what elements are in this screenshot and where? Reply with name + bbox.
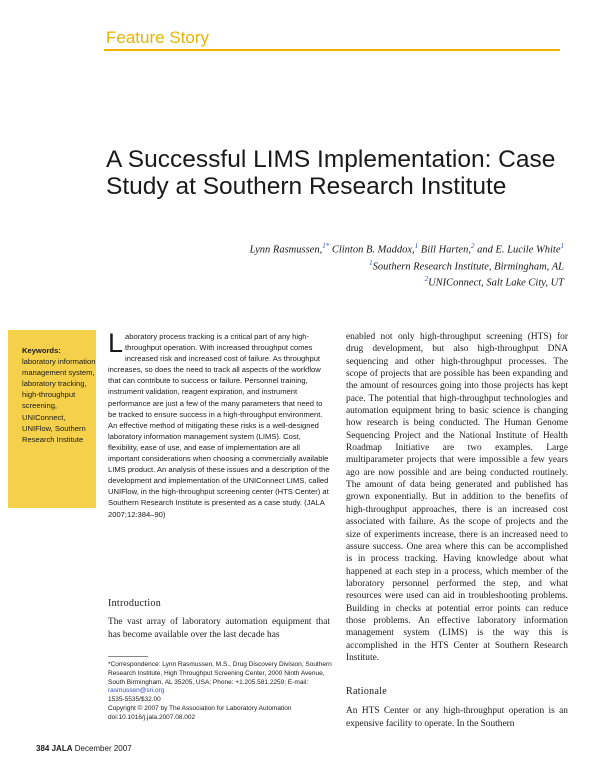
introduction-text: The vast array of laboratory automation equipment that has become available over the last decade has [108, 617, 330, 640]
article-title: A Successful LIMS Implementation: Case Study at Southern Research Institute [106, 146, 556, 200]
page-number: 384 [36, 744, 50, 753]
affiliation-name: Southern Research Institute, Birmingham, AL [372, 261, 564, 272]
abstract-text: aboratory process tracking is a critical part of any high-throughput operation. With increased throughput comes increased risk and increased cost of failure. As throughput increases, so does the need to track all aspects of the workflow that can contribute to success or failure. Personnel training, instrument validation, reagent expiration, and instrument performance are just a few of the many parameters that need to be tracked to ensure success in a high-throughput environment. An effective method of mitigating these risks is a well-designed laboratory information management system (LIMS). Cost, flexibility, ease of use, and ease of implementation are all important considerations when choosing a commercially available LIMS product. An analysis of these issues and a description of the development and implementation of the UNIConnect LIMS, called UNIFlow, in the high-throughput screening center (HTS Center) at Southern Research Institute is presented as a case study. (JALA 2007;12:384–90) [108, 332, 330, 519]
keywords-content [22, 345, 96, 445]
issn-line: 1535-5535/$32.00 [108, 696, 161, 704]
author-affiliation-mark: 2 [470, 242, 475, 250]
author-affiliation-mark: 1* [322, 242, 330, 250]
author-name: Lynn Rasmussen, [249, 244, 323, 256]
author-block [250, 240, 564, 290]
author-name: Clinton B. Maddox, [331, 244, 415, 256]
author-affiliation-mark: 1 [560, 242, 564, 250]
author-name: and E. Lucile White [477, 244, 561, 256]
author-name: Bill Harten, [420, 244, 471, 256]
doi-line: doi:10.1016/j.jala.2007.08.002 [108, 713, 196, 721]
author-affiliation-mark: 1 [414, 242, 419, 250]
abstract [108, 328, 330, 520]
affiliation-line [250, 257, 564, 274]
email-link[interactable]: rasmussen@sri.org [108, 687, 165, 695]
body-text-right-column: enabled not only high-throughput screening (HTS) for drug development, but also high-throughput DNA sequencing and other high-throughput processes. The scope of projects that are possible has been expanding and the amount of resources going into those projects has kept pace. The potential that high-throughput technologies and automation equipment bring to basic science is changing how research is being conducted. The Human Genome Sequencing Project and the National Institute of Health Roadmap Initiative are two examples. Large multiparameter projects that were impossible a few years ago are now possible and are being conducted routinely. The amount of data being generated and published has grown exponentially. But in addition to the benefits of high-throughput approaches, there is an increased cost associated with failure. As the scope of projects and the size of experiments increase, there is an increased need to assure success. One area where this can be accomplished is in process tracking. Having knowledge about what happened at each step in a process, which member of the laboratory personnel performed the step, and what resources were used can aid in troubleshooting problems. Building in checks at potential error points can reduce those problems. An effective laboratory information management system (LIMS) is the way this is accomplished in the HTS Center at Southern Research Institute. [346, 332, 568, 663]
keywords-title: Keywords: [22, 346, 61, 355]
introduction-heading: Introduction [108, 598, 162, 609]
affiliation-name: UNIConnect, Salt Lake City, UT [428, 277, 564, 289]
journal-name: JALA [51, 744, 73, 753]
author-line [250, 240, 564, 257]
section-label: Feature Story [106, 28, 209, 47]
correspondence-text: *Correspondence: Lynn Rasmussen, M.S., Drug Discovery Division, Southern Research Institute, High Throughput Screening Center, 2000 Ninth Avenue, South Birmingham, AL 35205, USA; Phone: +1.205.581.2259; E-mail: [108, 661, 332, 686]
correspondence-note [108, 661, 338, 696]
affiliation-line [250, 273, 564, 290]
drop-cap: L [108, 328, 124, 358]
section-divider [104, 49, 560, 51]
keywords-box [8, 330, 96, 508]
rationale-text: An HTS Center or any high-throughput operation is an expensive facility to operate. In the Southern [346, 706, 568, 729]
footnotes [108, 661, 338, 723]
keywords-list: laboratory information management system, laboratory tracking, high-throughput screening, UNIConnect, UNIFlow, Southern Research Institute [22, 357, 96, 444]
page-footer [36, 744, 132, 753]
issue-date: December 2007 [74, 744, 132, 753]
affiliation-mark: 1 [369, 258, 373, 267]
copyright-line: Copyright © 2007 by The Association for Laboratory Automation [108, 704, 292, 712]
footnote-rule [108, 656, 148, 657]
affiliation-mark: 2 [424, 275, 429, 283]
rationale-heading: Rationale [346, 686, 388, 697]
